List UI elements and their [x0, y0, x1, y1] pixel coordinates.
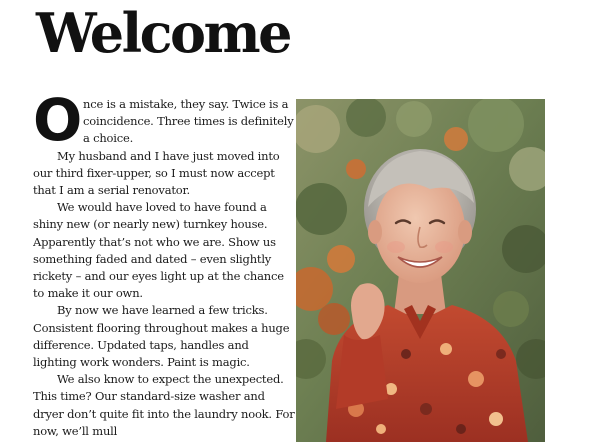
paragraph-text: nce is a mistake, they say. Twice is a coincidence. Three times is definitely a choice.: [83, 97, 294, 146]
author-portrait-photo: [296, 99, 545, 442]
left-ear: [368, 220, 382, 244]
article-paragraph-4: By now we have learned a few tricks. Consistent flooring throughout makes a huge difference. Updated taps, handles and lighting work wonders. Paint is magic.: [33, 303, 290, 370]
sleeve: [336, 335, 388, 409]
article-paragraph-2: My husband and I have just moved into our third fixer-upper, so I must now accept that I am a serial renovator.: [33, 148, 280, 198]
article-body: [33, 96, 295, 442]
left-cheek: [387, 241, 405, 253]
right-cheek: [435, 241, 453, 253]
article-paragraph-5: We also know to expect the unexpected. This time? Our standard-size washer and dryer don’t quite fit into the laundry nook. For now, we’ll mull: [33, 372, 295, 438]
portrait-illustration: [296, 99, 545, 442]
article-paragraph-3: We would have loved to have found a shiny new (or nearly new) turnkey house. Apparently that’s not who we are. Show us something faded and dated – even slightly rickety – and our eyes light up at the chance to make it our own.: [33, 200, 284, 301]
article-paragraph-1: [33, 96, 295, 154]
drop-cap: O: [33, 96, 83, 154]
right-ear: [458, 220, 472, 244]
page-title: Welcome: [36, 1, 291, 65]
